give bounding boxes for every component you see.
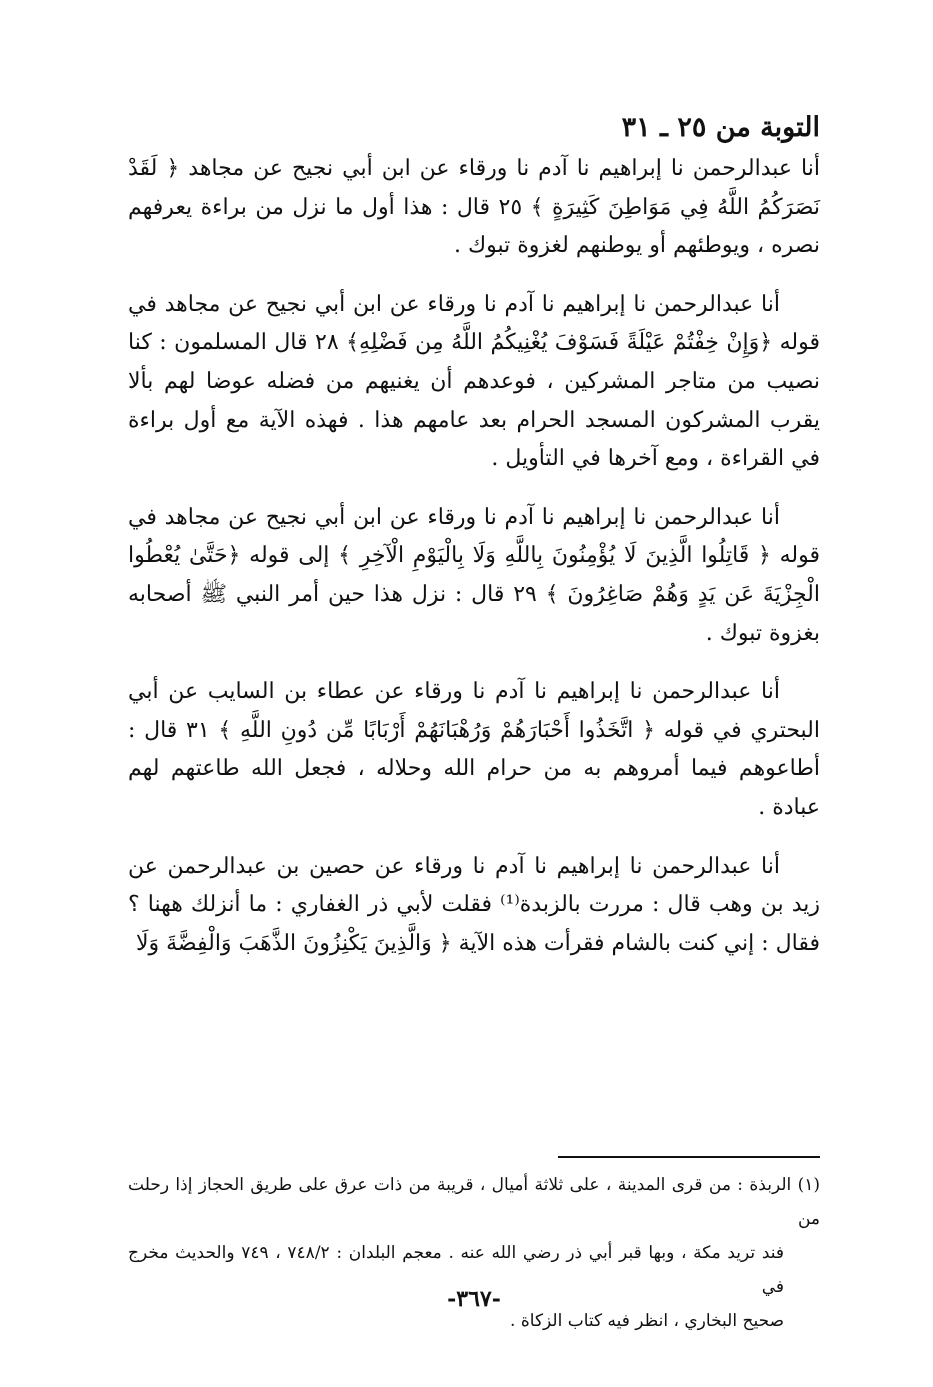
- page-title: التوبة من ٢٥ ـ ٣١: [621, 112, 820, 143]
- document-page: [128, 108, 820, 1358]
- footnote-divider: [558, 1156, 820, 1158]
- footnotes: [128, 1168, 820, 1338]
- page-number: -٣٦٧-: [447, 1286, 501, 1312]
- footnote-line-1: (١) الربذة : من قرى المدينة ، على ثلاثة أميال ، قريبة من ذات عرق على طريق الحجاز إذا رحلت من: [128, 1175, 820, 1229]
- paragraph-3: أنا عبدالرحمن نا إبراهيم نا آدم نا ورقاء عن ابن أبي نجيح عن مجاهد في قوله ﴿ قَاتِلُوا الَّذِينَ لَا يُؤْمِنُونَ بِاللَّهِ وَلَا بِالْيَوْمِ الْآخِرِ ﴾ إلى قوله ﴿حَتَّىٰ يُعْطُوا الْجِزْيَةَ عَن يَدٍ وَهُمْ صَاغِرُونَ ﴾ ٢٩ قال : نزل هذا حين أمر النبي ﷺ أصحابه بغزوة تبوك .: [128, 504, 820, 646]
- footnote-line-2: فند تريد مكة ، وبها قبر أبي ذر رضي الله عنه . معجم البلدان : ٧٤٨/٢ ، ٧٤٩ والحديث مخرج في: [128, 1243, 784, 1297]
- paragraph-2: أنا عبدالرحمن نا إبراهيم نا آدم نا ورقاء عن ابن أبي نجيح عن مجاهد في قوله ﴿وَإِنْ خِفْتُمْ عَيْلَةً فَسَوْفَ يُغْنِيكُمُ اللَّهُ مِن فَضْلِهِ﴾ ٢٨ قال المسلمون : كنا نصيب من متاجر المشركين ، فوعدهم أن يغنيهم من فضله عوضا لهم بألا يقرب المشركون المسجد الحرام بعد عامهم هذا . فهذه الآية مع أول براءة في القراءة ، ومع آخرها في التأويل .: [128, 291, 820, 472]
- paragraph-4: أنا عبدالرحمن نا إبراهيم نا آدم نا ورقاء عن عطاء بن السايب عن أبي البحتري في قوله ﴿ اتَّخَذُوا أَحْبَارَهُمْ وَرُهْبَانَهُمْ أَرْبَابًا مِّن دُونِ اللَّهِ ﴾ ٣١ قال : أطاعوهم فيما أمروهم به من حرام الله وحلاله ، فجعل الله طاعتهم لهم عبادة .: [128, 679, 820, 820]
- footnote-line-3: صحيح البخاري ، انظر فيه كتاب الزكاة .: [510, 1311, 784, 1331]
- paragraph-5: أنا عبدالرحمن نا إبراهيم نا آدم نا ورقاء عن حصين بن عبدالرحمن عن زيد بن وهب قال : مررت بالزبدة⁽¹⁾ فقلت لأبي ذر الغفاري : ما أنزلك ههنا ؟ فقال : إني كنت بالشام فقرأت هذه الآية ﴿ وَالَّذِينَ يَكْنِزُونَ الذَّهَبَ وَالْفِضَّةَ وَلَا: [128, 853, 820, 956]
- paragraph-1: أنا عبدالرحمن نا إبراهيم نا آدم نا ورقاء عن ابن أبي نجيح عن مجاهد ﴿ لَقَدْ نَصَرَكُمُ اللَّهُ فِي مَوَاطِنَ كَثِيرَةٍ ﴾ ٢٥ قال : هذا أول ما نزل من براءة يعرفهم نصره ، ويوطئهم أو يوطنهم لغزوة تبوك .: [128, 156, 820, 259]
